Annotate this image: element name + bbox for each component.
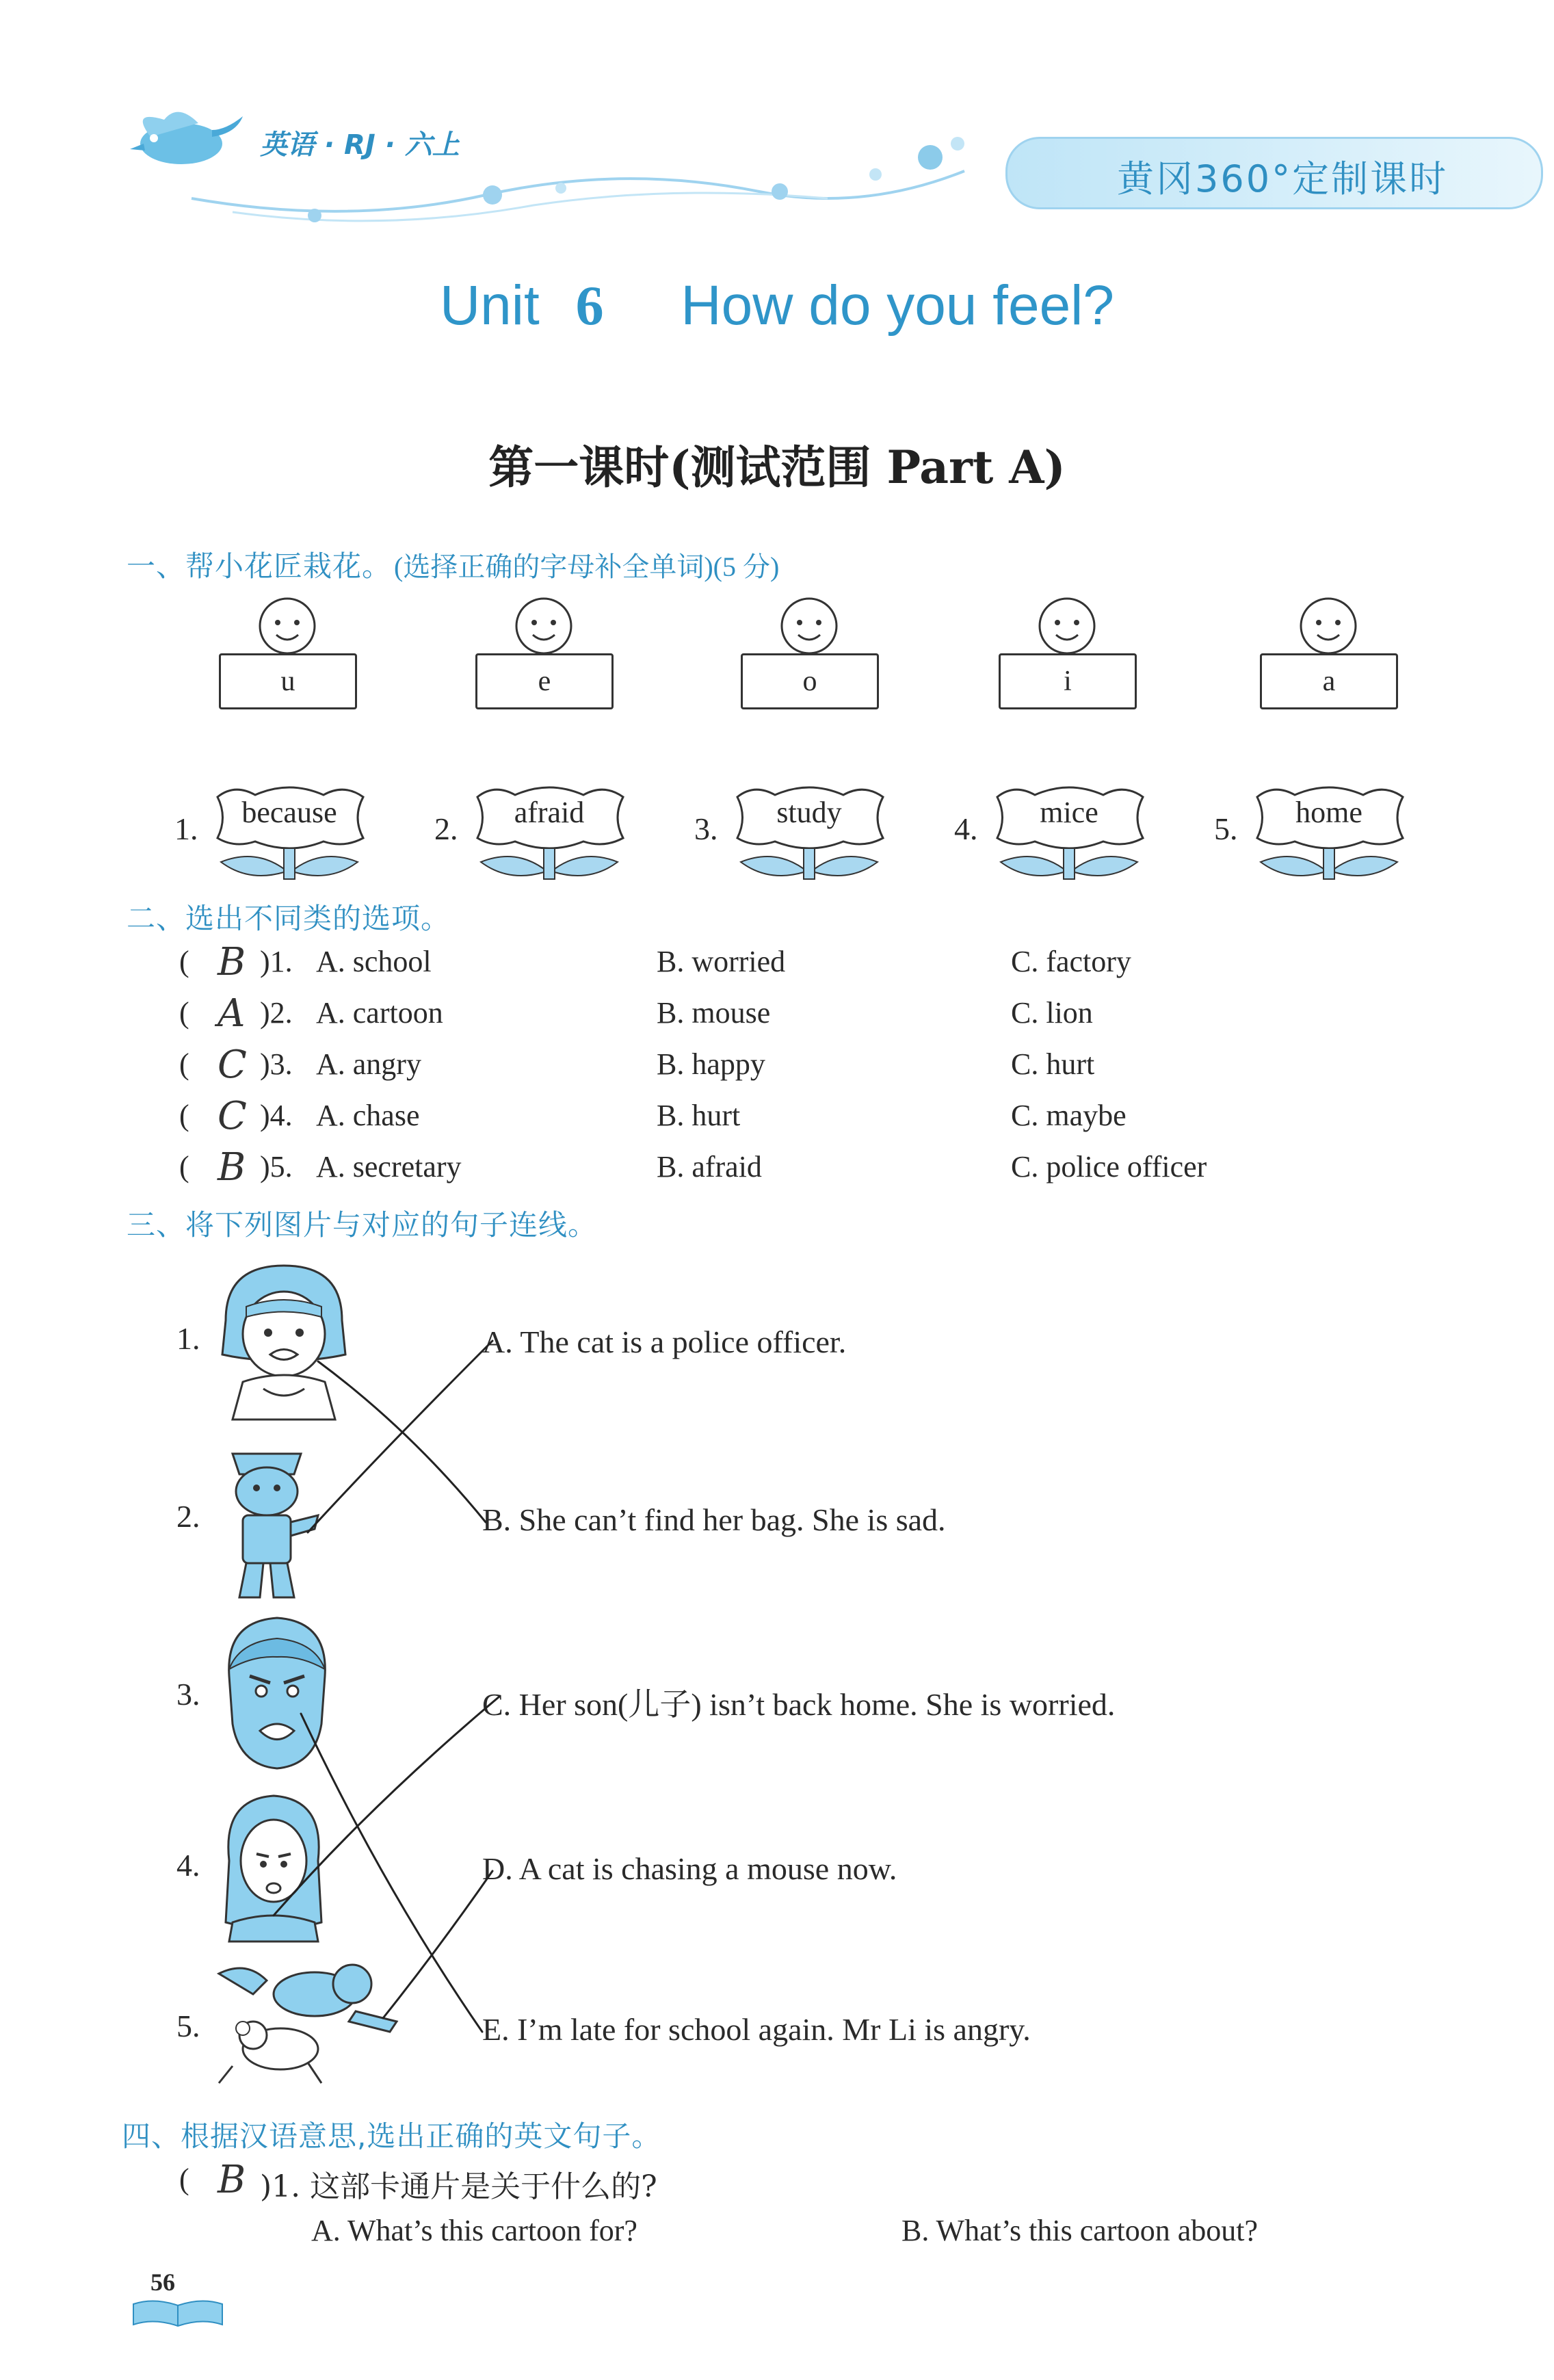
letter-board: u (219, 653, 357, 709)
kid-board-5 (1260, 588, 1397, 725)
sentence-b[interactable]: B. She can’t find her bag. She is sad. (482, 1502, 946, 1537)
answer-mark[interactable]: B (218, 940, 246, 984)
kid-face-icon (510, 595, 578, 657)
flower (207, 780, 371, 882)
letter-board: o (741, 653, 879, 709)
flower-row (0, 780, 1554, 903)
picture-number-2: 2. (176, 1499, 200, 1534)
section2-title: 二、选出不同类的选项。 (127, 902, 451, 935)
sentence-e[interactable]: E. I’m late for school again. Mr Li is angry. (482, 2012, 1031, 2047)
option-b[interactable]: B. worried (657, 945, 786, 978)
option-b[interactable]: B. hurt (657, 1099, 741, 1132)
choice-row-5 (0, 1145, 1554, 1201)
flower (1247, 780, 1411, 882)
kid-face-icon (1294, 595, 1362, 657)
flower-word: home (1295, 796, 1362, 829)
kid-face-icon (253, 595, 321, 657)
kid-board-4 (999, 588, 1135, 725)
option-c[interactable]: C. factory (1011, 945, 1131, 978)
section4-title: 四、根据汉语意思,选出正确的英文句子。 (122, 2119, 661, 2153)
flower-item-2 (434, 780, 640, 903)
question-number: )1. (260, 945, 293, 978)
letter-board: i (999, 653, 1137, 709)
unit-question: How do you feel? (681, 274, 1115, 337)
option-a[interactable]: A. secretary (316, 1150, 462, 1184)
question-number: )2. (260, 996, 293, 1030)
crying-girl-image (205, 1259, 363, 1423)
flower-item-4 (954, 780, 1159, 903)
angry-man-image (212, 1608, 342, 1779)
option-a[interactable]: A. What’s this cartoon for? (311, 2214, 637, 2247)
paren-open: ( (179, 2162, 189, 2196)
sentence-d[interactable]: D. A cat is chasing a mouse now. (482, 1851, 897, 1886)
question-text: )1. 这部卡通片是关于什么的? (260, 2169, 657, 2204)
option-a[interactable]: A. angry (316, 1047, 421, 1081)
book-icon (130, 2297, 226, 2328)
paren-open: ( (179, 996, 189, 1030)
sentence-a[interactable]: A. The cat is a police officer. (482, 1324, 847, 1359)
question-number: )5. (260, 1150, 293, 1184)
brand-title: 黄冈360°定制课时 (1117, 157, 1449, 200)
kid-face-icon (775, 595, 843, 657)
option-a[interactable]: A. school (316, 945, 432, 978)
answer-mark[interactable]: B (218, 2158, 246, 2202)
page-footer (130, 2258, 239, 2340)
flower-number: 5. (1214, 811, 1238, 846)
choice-row-4 (0, 1094, 1554, 1150)
option-a[interactable]: A. cartoon (316, 996, 443, 1030)
picture-number-3: 3. (176, 1677, 200, 1712)
picture-number-1: 1. (176, 1321, 200, 1356)
letter-board: e (475, 653, 614, 709)
question-number: )4. (260, 1099, 293, 1132)
page-number: 56 (150, 2268, 175, 2296)
subject-label: 英语 · RJ · 六上 (260, 129, 460, 161)
option-c[interactable]: C. police officer (1011, 1150, 1207, 1184)
kid-board-1 (219, 588, 356, 725)
kid-face-icon (1033, 595, 1101, 657)
flower-word: mice (1040, 796, 1098, 829)
flower-word: because (241, 796, 337, 829)
section1-title: 一、帮小花匠栽花。 (127, 549, 392, 583)
answer-mark[interactable]: A (218, 991, 246, 1036)
choice-row-2 (0, 991, 1554, 1047)
picture-number-5: 5. (176, 2009, 200, 2043)
flower-word: study (776, 796, 842, 829)
option-b[interactable]: B. afraid (657, 1150, 762, 1184)
question-number: )3. (260, 1047, 293, 1081)
page-header (0, 0, 1554, 246)
option-b[interactable]: B. mouse (657, 996, 771, 1030)
section2-list (0, 940, 1554, 1204)
choice-row-3 (0, 1043, 1554, 1099)
section3-title: 三、将下列图片与对应的句子连线。 (127, 1208, 598, 1242)
unit-number: 6 (575, 274, 604, 337)
flower (467, 780, 631, 882)
flower-number: 1. (174, 811, 198, 846)
cat-chasing-mouse-image (205, 1953, 424, 2090)
flower-item-5 (1214, 780, 1419, 903)
section1-subtitle: (选择正确的字母补全单词)(5 分) (394, 551, 780, 582)
flower-number: 2. (434, 811, 458, 846)
letter-board: a (1260, 653, 1398, 709)
option-c[interactable]: C. lion (1011, 996, 1093, 1030)
flower-item-3 (694, 780, 899, 903)
worried-woman-image (215, 1786, 332, 1943)
brand-banner (1005, 137, 1543, 209)
sentence-c[interactable]: C. Her son(儿子) isn’t back home. She is worried. (482, 1687, 1116, 1722)
flower-number: 3. (694, 811, 718, 846)
option-a[interactable]: A. chase (316, 1099, 420, 1132)
choice-row-1 (0, 940, 1554, 996)
kid-board-3 (741, 588, 878, 725)
paren-open: ( (179, 1047, 189, 1081)
letter-kids-row (0, 588, 1554, 725)
unit-word: Unit (439, 274, 540, 337)
flower-word: afraid (514, 796, 585, 829)
picture-number-4: 4. (176, 1848, 200, 1883)
option-b[interactable]: B. happy (657, 1047, 765, 1081)
flower (987, 780, 1151, 882)
flower (727, 780, 891, 882)
paren-open: ( (179, 1150, 189, 1184)
unit-title (0, 274, 1554, 338)
police-cat-image (205, 1433, 328, 1604)
decorative-swirl (178, 130, 999, 239)
answer-mark[interactable]: C (218, 1094, 247, 1138)
answer-mark[interactable]: B (218, 1145, 246, 1190)
section1-heading (127, 544, 779, 585)
answer-mark[interactable]: C (218, 1043, 247, 1087)
flower-number: 4. (954, 811, 978, 846)
flower-item-1 (174, 780, 380, 903)
kid-board-2 (475, 588, 612, 725)
option-b[interactable]: B. What’s this cartoon about? (901, 2214, 1258, 2247)
lesson-title: 第一课时(测试范围 Part A) (488, 441, 1066, 494)
option-c[interactable]: C. maybe (1011, 1099, 1127, 1132)
paren-open: ( (179, 1099, 189, 1132)
option-c[interactable]: C. hurt (1011, 1047, 1095, 1081)
paren-open: ( (179, 945, 189, 978)
